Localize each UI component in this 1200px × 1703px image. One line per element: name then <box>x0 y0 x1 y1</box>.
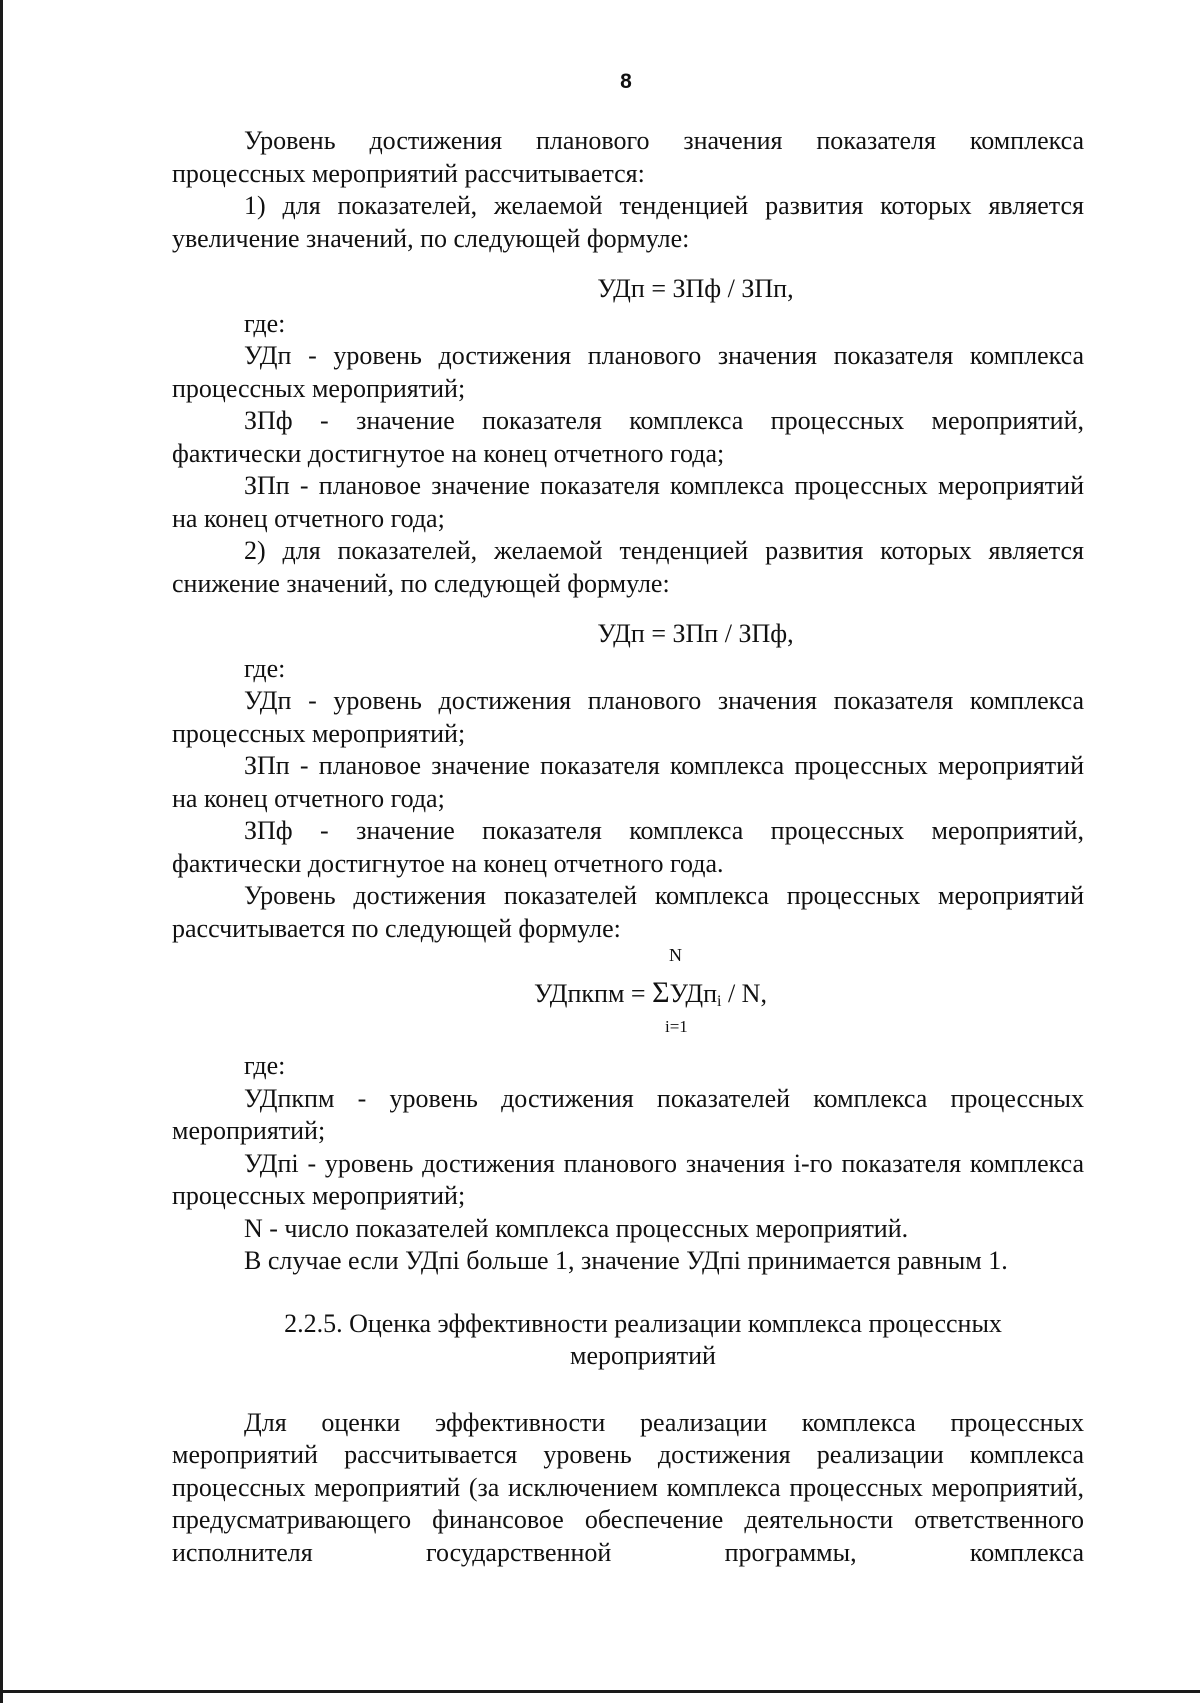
section-title-line-1: 2.2.5. Оценка эффективности реализации комплекса процессных <box>284 1308 1002 1338</box>
paragraph: УДпi - уровень достижения планового значения i-го показателя комплекса процессных мероприятий; <box>172 1148 1084 1210</box>
document-body <box>172 125 1084 1569</box>
paragraph: ЗПф - значение показателя комплекса процессных мероприятий, фактически достигнутое на конец отчетного года. <box>172 816 1084 878</box>
sum-lhs: УДпкпм = <box>534 979 653 1008</box>
where-label: где: <box>244 653 286 683</box>
sum-term: УДп <box>669 979 717 1008</box>
paragraph: ЗПф - значение показателя комплекса процессных мероприятий, фактически достигнутое на конец отчетного года; <box>172 406 1084 468</box>
paragraph: ЗПп - плановое значение показателя комплекса процессных мероприятий на конец отчетного года; <box>172 751 1084 813</box>
paragraph: УДп - уровень достижения планового значения показателя комплекса процессных мероприятий; <box>172 341 1084 403</box>
paragraph: В случае если УДпi больше 1, значение УДпi принимается равным 1. <box>244 1246 1008 1275</box>
paragraph: 1) для показателей, желаемой тенденцией развития которых является увеличение значений, по следующей формуле: <box>172 191 1084 253</box>
scan-left-edge <box>0 0 3 1703</box>
formula-sum <box>172 945 1084 1050</box>
sum-rhs: / N, <box>721 979 767 1008</box>
where-label: где: <box>244 308 286 338</box>
paragraph: УДп - уровень достижения планового значения показателя комплекса процессных мероприятий; <box>172 686 1084 748</box>
sum-upper-limit: N <box>669 945 682 965</box>
spacer <box>172 1373 1084 1407</box>
sum-lower-limit: i=1 <box>665 1017 688 1036</box>
sum-subscript: i <box>717 993 722 1010</box>
section-title-line-2: мероприятий <box>570 1341 716 1370</box>
paragraph: Уровень достижения планового значения показателя комплекса процессных мероприятий рассчитывается: <box>172 126 1084 188</box>
paragraph: 2) для показателей, желаемой тенденцией развития которых является снижение значений, по следующей формуле: <box>172 536 1084 598</box>
section-title <box>172 1308 1084 1373</box>
paragraph: Уровень достижения показателей комплекса процессных мероприятий рассчитывается по следующей формуле: <box>172 881 1084 943</box>
paragraph: ЗПп - плановое значение показателя комплекса процессных мероприятий на конец отчетного года; <box>172 471 1084 533</box>
formula-increase: УДп = ЗПф / ЗПп, <box>597 274 794 303</box>
formula-decrease: УДп = ЗПп / ЗПф, <box>597 619 794 648</box>
sum-expression <box>534 977 767 1019</box>
sigma-symbol: Σ <box>652 976 670 1009</box>
paragraph: УДпкпм - уровень достижения показателей комплекса процессных мероприятий; <box>172 1083 1084 1145</box>
paragraph: Для оценки эффективности реализации комплекса процессных мероприятий рассчитывается уровень достижения реализации комплекса процессных мероприятий (за исключением комплекса процессных мероприятий, предусматривающего финансовое обеспечение деятельности ответственного исполнителя государственной программы, комплекса <box>172 1407 1084 1567</box>
page-number: 8 <box>620 70 632 93</box>
where-label: где: <box>244 1051 286 1080</box>
scan-bottom-edge <box>0 1690 1200 1693</box>
paragraph: N - число показателей комплекса процессных мероприятий. <box>244 1213 909 1243</box>
